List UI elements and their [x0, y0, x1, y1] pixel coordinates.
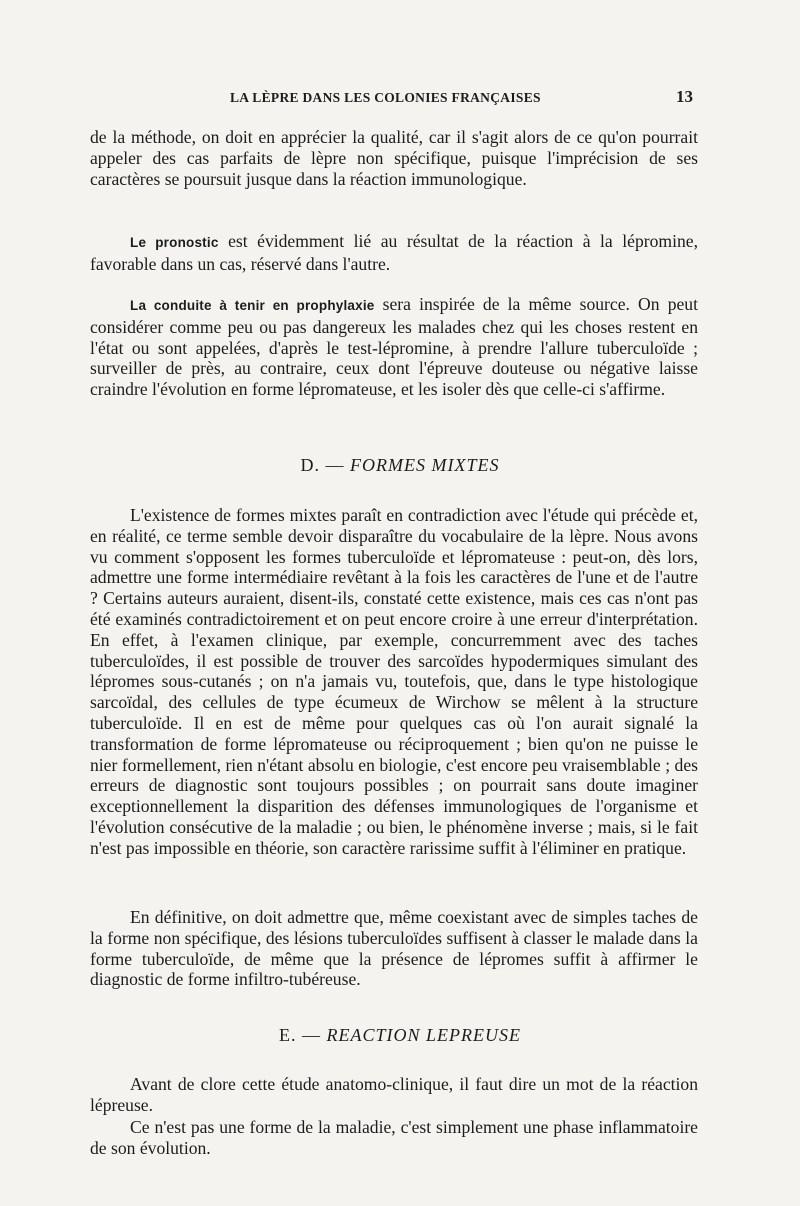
paragraph-prophylaxie — [90, 294, 698, 400]
running-head: LA LÈPRE DANS LES COLONIES FRANÇAISES — [230, 90, 541, 105]
section-heading-d — [0, 455, 800, 476]
paragraph-text: sera inspirée de la même source. On peut considérer comme peu ou pas dangereux les malades chez qui les choses restent en l'état ou sont appelées, d'après le test-lépromine, à prendre l'allure tuberculoïde ; surveiller de près, au contraire, ceux dont l'épreuve douteuse ou négative laisse craindre l'évolution en forme lépromateuse, et les isoler dès que celle-ci s'affirme. — [90, 294, 698, 400]
paragraph-formes-mixtes — [90, 505, 698, 859]
section-prefix: E. — — [279, 1025, 321, 1045]
paragraph-text: est évidemment lié au résultat de la réaction à la lépromine, favorable dans un cas, réservé dans l'autre. — [90, 231, 698, 274]
paragraph-text: de la méthode, on doit en apprécier la qualité, car il s'agit alors de ce qu'on pourrait appeler des cas parfaits de lèpre non spécifique, puisque l'imprécision de ses caractères se poursuit jusque dans la réaction immunologique. — [90, 127, 698, 189]
paragraph-pronostic — [90, 231, 698, 275]
paragraph-reaction-phase — [90, 1117, 698, 1159]
page-number: 13 — [676, 87, 693, 106]
section-heading-e — [0, 1025, 800, 1046]
paragraph-text: En définitive, on doit admettre que, même coexistant avec de simples taches de la forme non spécifique, des lésions tuberculoïdes suffisent à classer le malade dans la forme tuberculoïde, de même que la présence de lépromes suffit à affirmer le diagnostic de forme infiltro-tubéreuse. — [90, 907, 698, 990]
paragraph-en-definitive — [90, 907, 698, 990]
run-in-heading: Le pronostic — [130, 235, 219, 250]
paragraph-text: Ce n'est pas une forme de la maladie, c'est simplement une phase inflammatoire de son évolution. — [90, 1117, 698, 1158]
section-title: FORMES MIXTES — [350, 455, 500, 475]
section-prefix: D. — — [300, 455, 345, 475]
section-title: REACTION LEPREUSE — [326, 1025, 521, 1045]
paragraph-reaction-intro — [90, 1074, 698, 1116]
run-in-heading: La conduite à tenir en prophylaxie — [130, 298, 375, 313]
paragraph-text: L'existence de formes mixtes paraît en contradiction avec l'étude qui précède et, en réalité, ce terme semble devoir disparaître du vocabulaire de la lèpre. Nous avons vu comment s'opposent les formes tuberculoïde et lépromateuse : peut-on, dès lors, admettre une forme intermédiaire revêtant à la fois les caractères de l'une et de l'autre ? Certains auteurs auraient, disent-ils, constaté cette existence, mais ces cas n'ont pas été examinés contradictoirement et on peut encore croire à une erreur d'interprétation. En effet, à l'examen clinique, par exemple, concurremment avec des taches tuberculoïdes, il est possible de trouver des sarcoïdes hypodermiques simulant des lépromes sous-cutanés ; on n'a jamais vu, toutefois, que, dans le type histologique sarcoïdal, des cellules de type écumeux de Wirchow se mêlent à la structure tuberculoïde. Il en est de même pour quelques cas où l'on aurait signalé la transformation de forme lépromateuse ou réciproquement ; bien qu'on ne puisse le nier formellement, rien n'étant absolu en biologie, c'est encore peu vraisemblable ; des erreurs de diagnostic sont toujours possibles ; on pourrait sans doute imaginer exceptionnellement la disparition des défenses immunologiques de l'organisme et l'évolution consécutive de la maladie ; ou bien, le phénomène inverse ; mais, si le fait n'est pas impossible en théorie, son caractère rarissime suffit à l'éliminer en pratique. — [90, 505, 698, 858]
paragraph-continuation — [90, 127, 698, 189]
paragraph-text: Avant de clore cette étude anatomo-clinique, il faut dire un mot de la réaction lépreuse. — [90, 1074, 698, 1115]
